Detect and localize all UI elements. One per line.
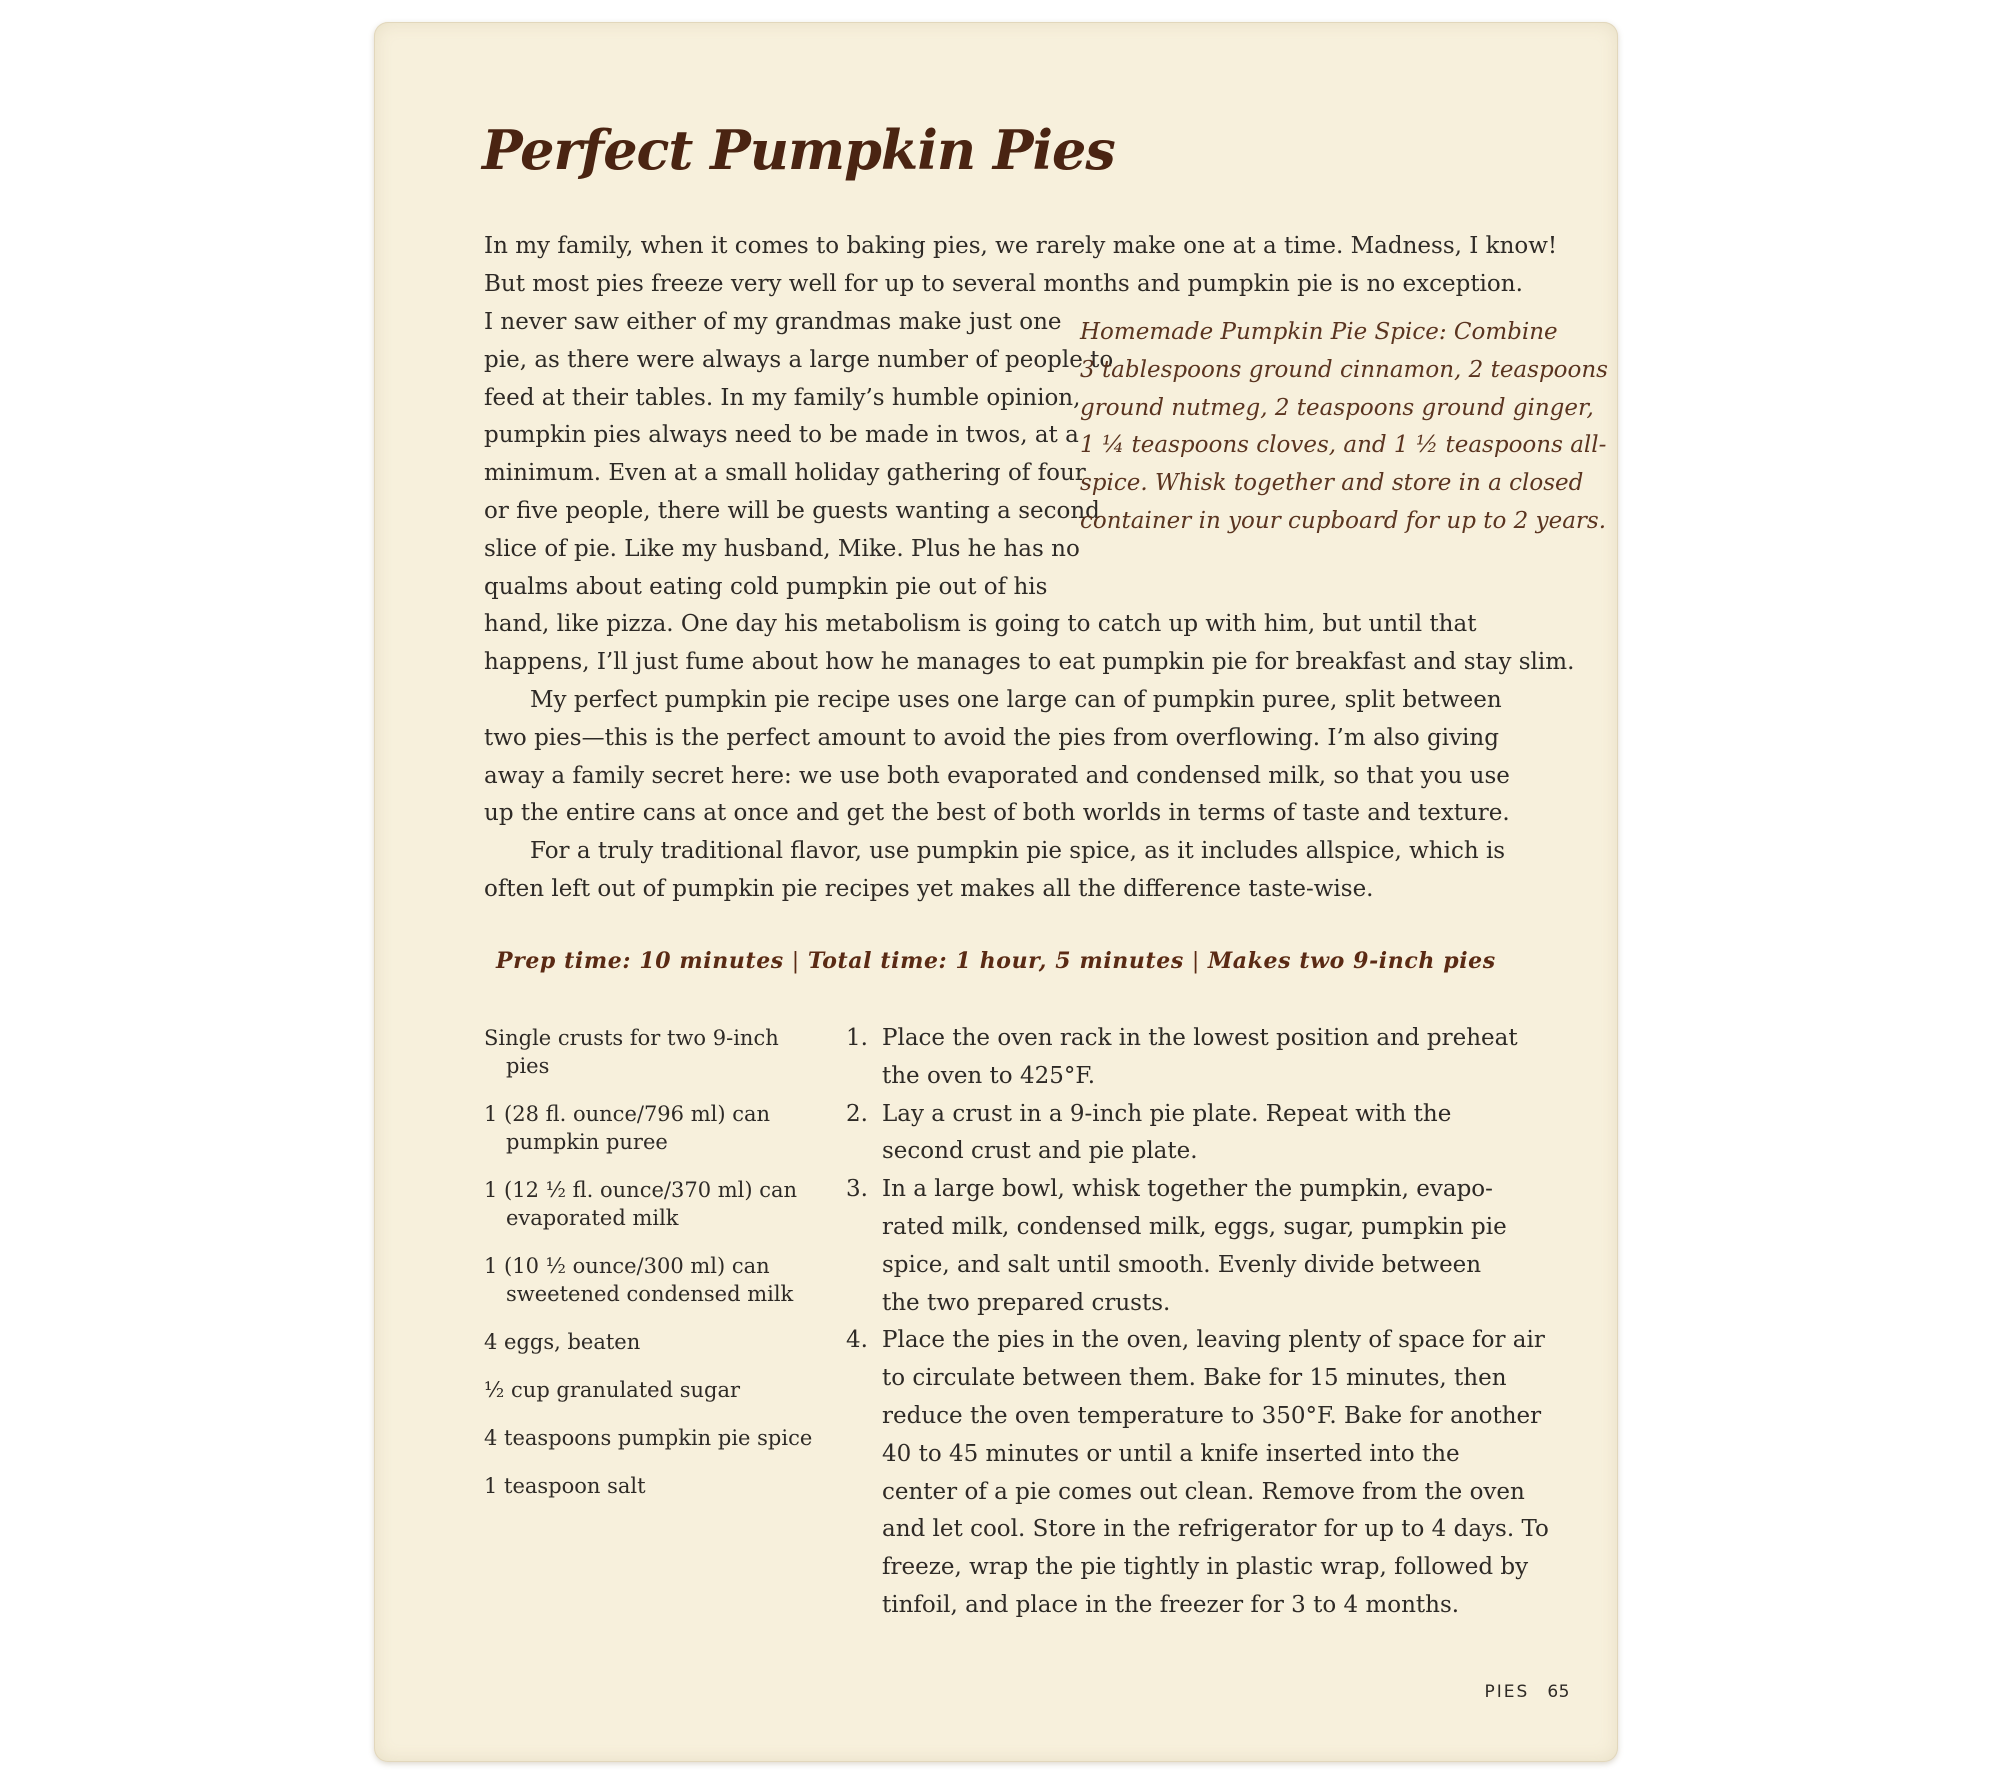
step-number: 1. xyxy=(846,1025,868,1051)
text-line: feed at their tables. In my family’s humble opinion, xyxy=(484,384,1081,411)
step-line: Lay a crust in a 9-inch pie plate. Repeat with the xyxy=(882,1100,1452,1127)
meta-separator: | xyxy=(1191,949,1200,974)
text-line: qualms about eating cold pumpkin pie out of his xyxy=(484,573,1048,600)
step-item xyxy=(846,1096,1506,1172)
step-line: Place the pies in the oven, leaving plenty of space for air xyxy=(882,1327,1545,1354)
step-line: rated milk, condensed milk, eggs, sugar, pumpkin pie xyxy=(882,1213,1507,1240)
method-steps xyxy=(846,1020,1549,1625)
text-line: up the entire cans at once and get the best of both worlds in terms of taste and texture. xyxy=(484,800,1510,827)
step-line: freeze, wrap the pie tightly in plastic wrap, followed by xyxy=(882,1554,1529,1581)
ingredient-item: 1 (10 ½ ounce/300 ml) can sweetened condensed milk xyxy=(484,1254,794,1306)
intro-wrapped xyxy=(484,304,1114,606)
step-line: to circulate between them. Bake for 15 minutes, then xyxy=(882,1365,1507,1392)
sidebar-line: 3 tablespoons ground cinnamon, 2 teaspoons xyxy=(1080,356,1608,383)
step-number: 2. xyxy=(846,1100,868,1127)
yield: Makes two 9-inch pies xyxy=(1207,948,1496,974)
ingredients-list xyxy=(484,1024,814,1520)
section-label: PIES xyxy=(1484,1682,1530,1702)
spice-sidebar xyxy=(1080,314,1608,541)
text-line: But most pies freeze very well for up to several months and pumpkin pie is no exception. xyxy=(484,270,1523,297)
step-number: 4. xyxy=(846,1327,868,1354)
step-line: tinfoil, and place in the freezer for 3 to 4 months. xyxy=(882,1591,1460,1618)
step-line: center of a pie comes out clean. Remove from the oven xyxy=(882,1478,1525,1505)
total-time: Total time: 1 hour, 5 minutes xyxy=(807,948,1184,974)
text-line: slice of pie. Like my husband, Mike. Plus he has no xyxy=(484,535,1080,562)
step-line: Place the oven rack in the lowest position and preheat xyxy=(882,1025,1518,1051)
step-line: and let cool. Store in the refrigerator for up to 4 days. To xyxy=(882,1516,1549,1543)
ingredient-item: ½ cup granulated sugar xyxy=(484,1378,741,1402)
ingredient-item: 4 eggs, beaten xyxy=(484,1330,641,1354)
text-line: minimum. Even at a small holiday gathering of four xyxy=(484,460,1086,487)
ingredient-item: 1 (12 ½ fl. ounce/370 ml) can evaporated milk xyxy=(484,1178,798,1230)
text-line: My perfect pumpkin pie recipe uses one large can of pumpkin puree, split between xyxy=(530,687,1502,713)
text-line: two pies—this is the perfect amount to avoid the pies from overflowing. I’m also giving xyxy=(484,724,1499,751)
text-line: In my family, when it comes to baking pies, we rarely make one at a time. Madness, I know! xyxy=(484,233,1558,259)
text-line: or five people, there will be guests wanting a second xyxy=(484,497,1100,524)
prep-time: Prep time: 10 minutes xyxy=(496,948,784,974)
text-line: pumpkin pies always need to be made in twos, at a xyxy=(484,422,1079,449)
step-line: 40 to 45 minutes or until a knife inserted into the xyxy=(882,1440,1460,1467)
step-line: the oven to 425°F. xyxy=(882,1062,1096,1089)
step-item xyxy=(846,1171,1506,1322)
sidebar-line: 1 ¼ teaspoons cloves, and 1 ½ teaspoons all- xyxy=(1080,432,1607,459)
ingredient-item: 1 (28 fl. ounce/796 ml) can pumpkin puree xyxy=(484,1102,771,1154)
step-line: reduce the oven temperature to 350°F. Bake for another xyxy=(882,1402,1542,1429)
step-item xyxy=(846,1020,1518,1096)
step-item xyxy=(846,1322,1549,1624)
sidebar-line: spice. Whisk together and store in a closed xyxy=(1080,470,1584,497)
text-line: away a family secret here: we use both evaporated and condensed milk, so that you use xyxy=(484,762,1510,789)
step-line: the two prepared crusts. xyxy=(882,1289,1171,1316)
ingredient-item: 4 teaspoons pumpkin pie spice xyxy=(484,1426,813,1450)
intro-top xyxy=(484,228,1558,304)
sidebar-line: ground nutmeg, 2 teaspoons ground ginger, xyxy=(1080,394,1594,421)
text-line: For a truly traditional flavor, use pumpkin pie spice, as it includes allspice, which is xyxy=(530,838,1506,865)
step-line: In a large bowl, whisk together the pumpkin, evapo- xyxy=(882,1176,1493,1203)
meta-separator: | xyxy=(791,949,800,974)
recipe-meta xyxy=(496,948,1546,974)
text-line: happens, I’ll just fume about how he manages to eat pumpkin pie for breakfast and stay slim. xyxy=(484,648,1575,675)
recipe-title: Perfect Pumpkin Pies xyxy=(482,118,1115,182)
text-line: I never saw either of my grandmas make just one xyxy=(484,309,1062,335)
sidebar-line: Homemade Pumpkin Pie Spice: Combine xyxy=(1080,319,1558,345)
step-number: 3. xyxy=(846,1176,868,1203)
text-line: often left out of pumpkin pie recipes yet makes all the difference taste-wise. xyxy=(484,875,1374,902)
text-line: hand, like pizza. One day his metabolism is going to catch up with him, but until that xyxy=(484,611,1477,637)
page-footer xyxy=(1485,1682,1570,1702)
text-line: pie, as there were always a large number of people to xyxy=(484,346,1114,373)
page-number: 65 xyxy=(1547,1682,1570,1702)
step-line: spice, and salt until smooth. Evenly divide between xyxy=(882,1251,1482,1278)
intro-bottom xyxy=(484,606,1575,682)
step-line: second crust and pie plate. xyxy=(882,1138,1198,1165)
ingredient-item: 1 teaspoon salt xyxy=(484,1474,646,1498)
body-paragraphs xyxy=(484,682,1524,909)
ingredient-item: Single crusts for two 9-inch pies xyxy=(484,1026,779,1078)
sidebar-line: container in your cupboard for up to 2 years. xyxy=(1080,507,1607,534)
